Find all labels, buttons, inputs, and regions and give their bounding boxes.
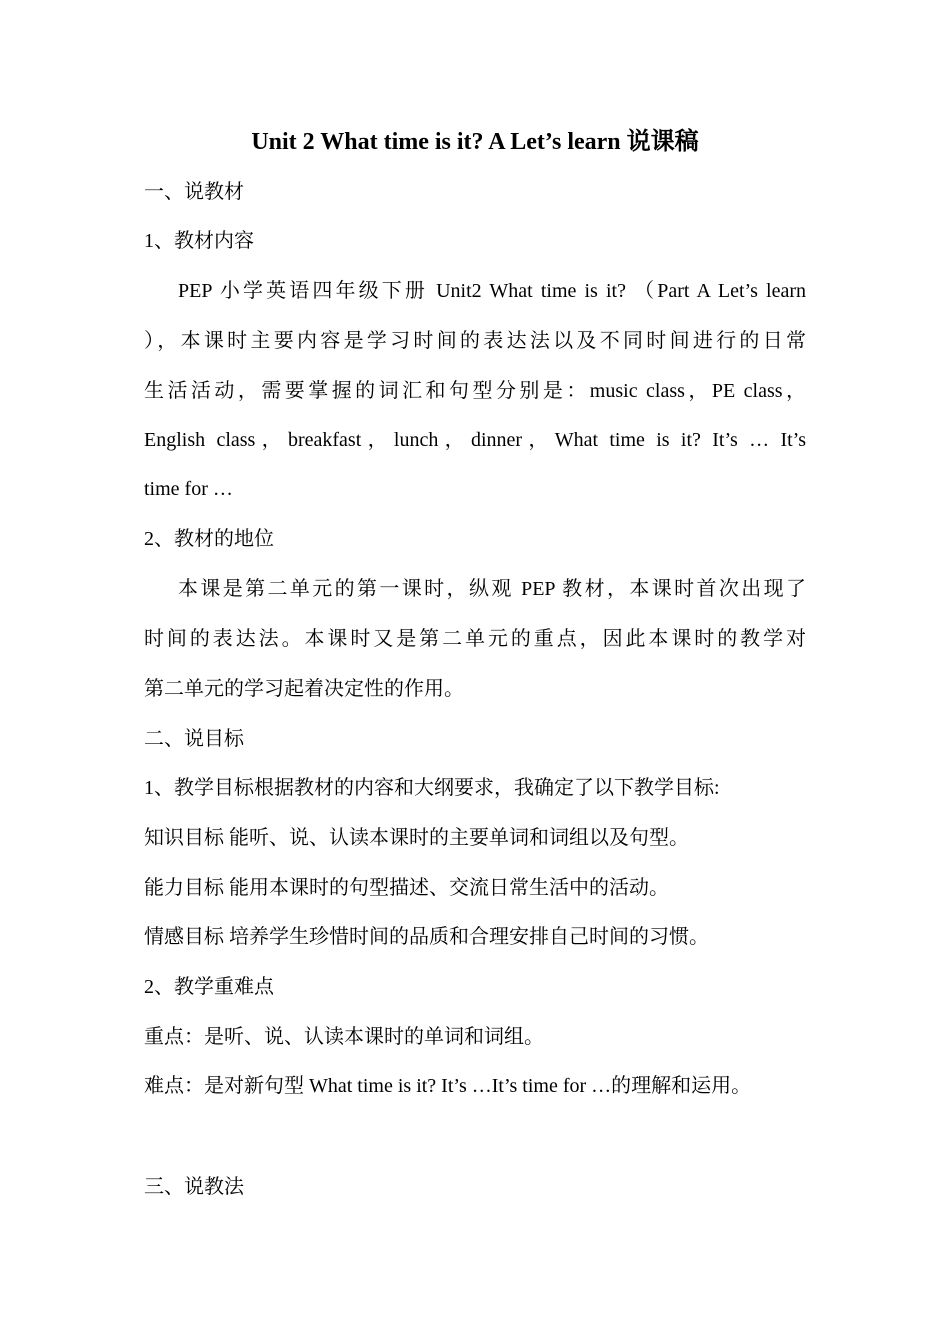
subsection-1-heading: 1、教材内容 bbox=[144, 230, 254, 252]
status-line-1: 本课是第二单元的第一课时，纵观 PEP 教材，本课时首次出现了 bbox=[178, 578, 806, 600]
keypoints-heading: 2、教学重难点 bbox=[144, 976, 274, 998]
keypoint: 重点：是听、说、认读本课时的单词和词组。 bbox=[144, 1026, 544, 1048]
content-line-5: time for … bbox=[144, 478, 233, 500]
section-2-heading: 二、说目标 bbox=[144, 728, 244, 750]
content-line-4: English class，breakfast，lunch，dinner，What time is it? It’s … It’s bbox=[144, 429, 806, 451]
section-3-heading: 三、说教法 bbox=[144, 1176, 244, 1198]
section-1-heading: 一、说教材 bbox=[144, 181, 244, 203]
goal-ability: 能力目标 能用本课时的句型描述、交流日常生活中的活动。 bbox=[144, 877, 669, 899]
content-line-2: ），本课时主要内容是学习时间的表达法以及不同时间进行的日常 bbox=[144, 330, 806, 352]
difficulty: 难点：是对新句型 What time is it? It’s …It’s time for …的理解和运用。 bbox=[144, 1075, 752, 1097]
goals-intro: 1、教学目标根据教材的内容和大纲要求，我确定了以下教学目标: bbox=[144, 777, 720, 799]
goal-knowledge: 知识目标 能听、说、认读本课时的主要单词和词组以及句型。 bbox=[144, 827, 689, 849]
goal-emotion: 情感目标 培养学生珍惜时间的品质和合理安排自己时间的习惯。 bbox=[144, 926, 709, 948]
status-line-2: 时间的表达法。本课时又是第二单元的重点，因此本课时的教学对 bbox=[144, 628, 806, 650]
status-line-3: 第二单元的学习起着决定性的作用。 bbox=[144, 678, 464, 700]
document-title: Unit 2 What time is it? A Let’s learn 说课稿 bbox=[251, 129, 699, 155]
content-line-1: PEP 小学英语四年级下册 Unit2 What time is it? （Part A Let’s learn bbox=[178, 280, 806, 302]
content-line-3: 生活活动，需要掌握的词汇和句型分别是：music class，PE class， bbox=[144, 380, 806, 402]
subsection-2-heading: 2、教材的地位 bbox=[144, 528, 274, 550]
